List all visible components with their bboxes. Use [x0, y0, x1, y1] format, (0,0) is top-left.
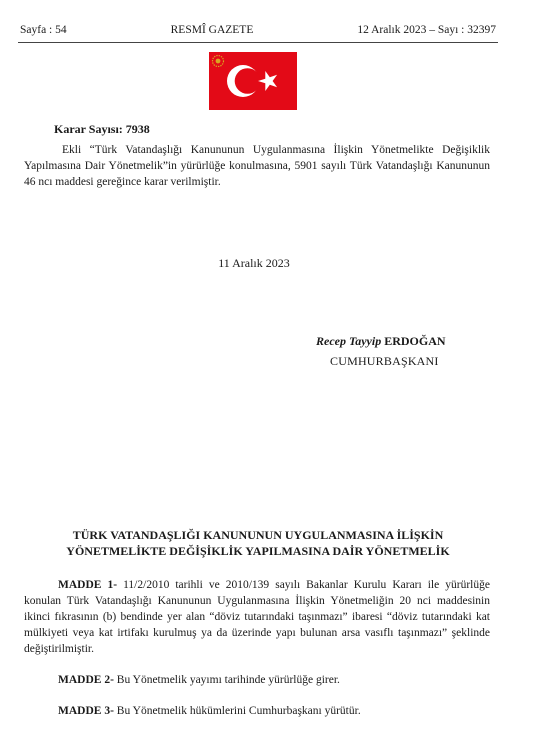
decision-text: Ekli “Türk Vatandaşlığı Kanununun Uygulanmasına İlişkin Yönetmelikte Değişiklik Yapılmasına Dair Yönetmelik”in yürürlüğe konulmasına, 5901 sayılı Türk Vatandaşlığı Kanununun 46 ncı maddesi gereğince karar verilmiştir. — [24, 144, 490, 188]
regulation-title-line1: TÜRK VATANDAŞLIĞI KANUNUNUN UYGULANMASINA İLİŞKİN — [72, 528, 444, 542]
page-number: Sayfa : 54 — [20, 24, 67, 36]
article-text: 11/2/2010 tarihli ve 2010/139 sayılı Bakanlar Kurulu Kararı ile yürürlüğe konulan Türk Vatandaşlığı Kanununun Uygulanmasına İlişkin Yönetmeliğin 20 nci maddesinin ikinci fıkrasının (b) bendinde yer alan “döviz tutarındaki taşınmazı” ibaresi “döviz tutarındaki kat mülkiyeti veya kat irtifakı kurulmuş ya da üzerinde yapı bulunan arsa vasıflı taşınmazı” şeklinde değiştirilmiştir. — [24, 579, 490, 655]
article-label: MADDE 3- — [58, 705, 114, 717]
page-header — [20, 24, 496, 36]
header-rule — [18, 42, 498, 43]
signatory-name — [316, 334, 446, 349]
signatory-last-name: ERDOĞAN — [384, 334, 446, 348]
turkish-flag-icon — [209, 52, 297, 110]
regulation-title-line2: YÖNETMELİKTE DEĞİŞİKLİK YAPILMASINA DAİR YÖNETMELİK — [66, 544, 450, 558]
articles-section — [24, 577, 490, 734]
article-label: MADDE 1- — [58, 579, 118, 591]
regulation-title — [40, 527, 476, 559]
gazette-name: RESMÎ GAZETE — [170, 24, 254, 36]
article-3 — [24, 703, 490, 719]
decision-date: 11 Aralık 2023 — [218, 256, 290, 270]
article-1 — [24, 577, 490, 657]
signatory-title: CUMHURBAŞKANI — [330, 354, 439, 368]
article-2 — [24, 672, 490, 688]
article-text: Bu Yönetmelik yayımı tarihinde yürürlüğe girer. — [113, 674, 340, 686]
article-label: MADDE 2- — [58, 674, 114, 686]
signatory-first-name: Recep Tayyip — [316, 334, 382, 348]
issue-info: 12 Aralık 2023 – Sayı : 32397 — [357, 24, 496, 36]
article-text: Bu Yönetmelik hükümlerini Cumhurbaşkanı yürütür. — [113, 705, 361, 717]
decision-text-block — [24, 142, 490, 190]
decision-number: Karar Sayısı: 7938 — [54, 122, 150, 136]
